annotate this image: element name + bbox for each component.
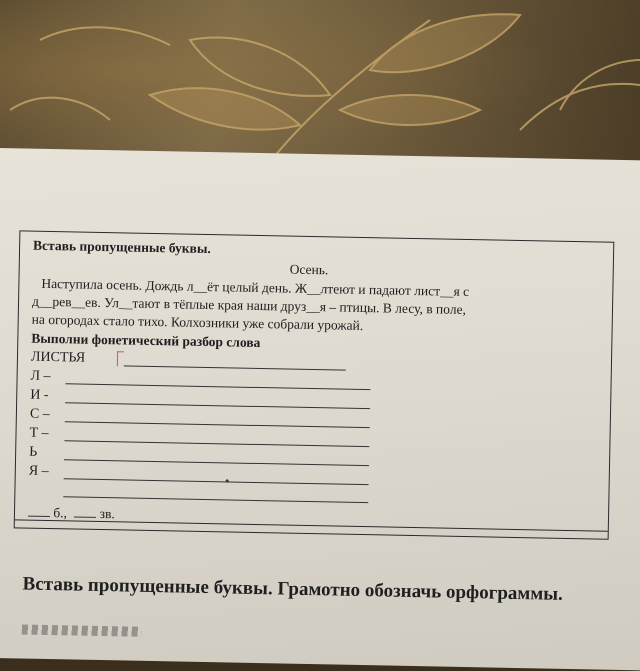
tablecloth-background [0,0,640,175]
next-task-title: Вставь пропущенные буквы. Грамотно обозначь орфограммы. [22,573,564,605]
letter-row-soft-sign [29,445,59,462]
letter-row-i [30,388,60,405]
letter-label: Т – [29,425,49,441]
story-line: д__рев__ев. Ул__тают в тёплые края наши друз__я – птицы. В лесу, в поле, [31,293,467,317]
letter-row-l [30,369,60,386]
exercise-inner-frame [15,231,613,531]
story-line: Наступила осень. Дождь л__ёт целый день. Ж__лтеют и падают лист__я с [41,275,470,300]
letter-label: С – [29,406,50,423]
blank-letters-count [28,504,50,517]
worksheet-paper [0,148,640,671]
letter-row-s [30,407,60,424]
answer-line [65,421,370,428]
story-title: Осень. [289,261,329,278]
answer-line [63,496,368,503]
ink-dot [226,479,229,482]
answer-line [64,440,369,447]
handwritten-bracket-mark [117,351,124,366]
letter-label: И - [30,387,49,403]
phonetic-summary [28,504,115,523]
letter-row-ya [29,464,59,481]
phonetic-title: Выполни фонетический разбор слова [31,330,261,351]
summary-letters: б., [53,505,68,521]
story-line: на огородах стало тихо. Колхозники уже собрали урожай. [31,311,364,334]
answer-line [64,478,369,485]
leaf-pattern [0,0,640,175]
answer-line [65,402,370,409]
answer-line [65,383,370,390]
letter-label: Ь [29,444,38,460]
letter-label: Я – [28,463,49,479]
cut-off-text [22,625,142,637]
blank-sounds-count [74,504,96,517]
summary-sounds: зв. [99,505,115,522]
phonetic-word: ЛИСТЬЯ [30,349,86,366]
task-title: Вставь пропущенные буквы. [32,237,212,257]
letter-row-t [29,426,59,443]
exercise-box [14,230,615,539]
letter-label: Л – [30,368,51,385]
answer-line [124,365,346,370]
answer-line [64,459,369,466]
